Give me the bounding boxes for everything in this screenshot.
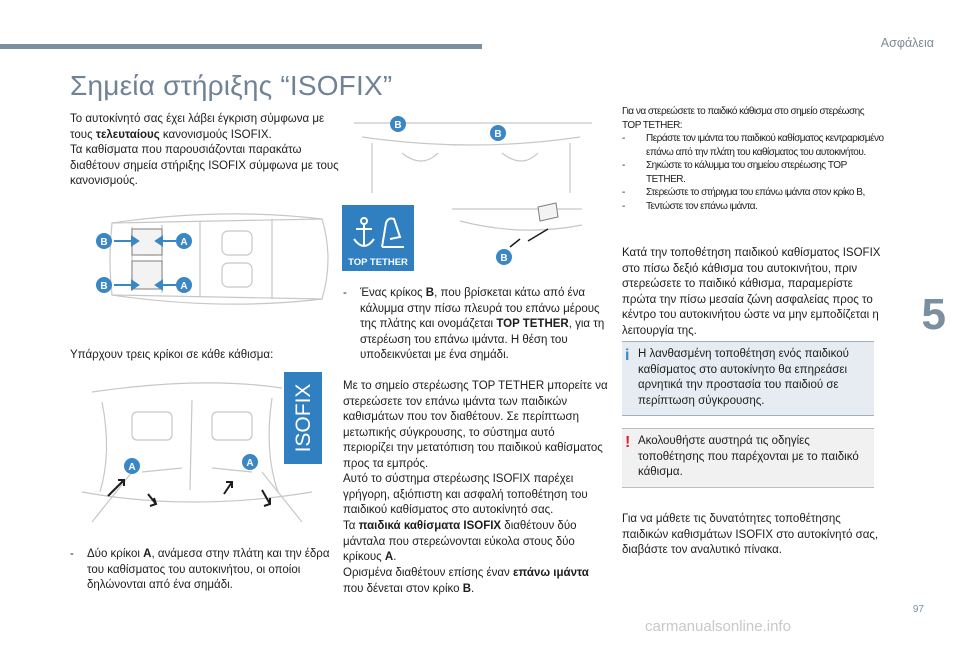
badge-a-left bbox=[124, 458, 140, 474]
see-table-paragraph: Για να μάθετε τις δυνατότητες τοποθέτησης παιδικών καθισμάτων ISOFIX στο αυτοκίνητό σας, διαβάστε τον αναλυτικό πίνακα. bbox=[622, 513, 879, 556]
upper-strap-paragraph: Ορισμένα διαθέτουν επίσης έναν επάνω ιμάντα που δένεται στον κρίκο B. bbox=[343, 567, 589, 595]
svg-text:ISOFIX: ISOFIX bbox=[292, 383, 315, 453]
isofix-seats-paragraph: Τα παιδικά καθίσματα ISOFIX διαθέτουν δύο μάνταλα που στερεώνονται εύκολα στους δύο κρίκους A. bbox=[343, 520, 577, 563]
car-top-view-figure bbox=[72, 203, 336, 315]
badge-b-lower bbox=[496, 249, 512, 265]
steps-heading: Για να στερεώσετε το παιδικό κάθισμα στο σημείο στερέωσης TOP TETHER: bbox=[622, 106, 865, 131]
step-item: - Σηκώστε το κάλυμμα του σημείου στερέωσης TOP TETHER. bbox=[622, 160, 847, 185]
info-note bbox=[622, 341, 874, 416]
svg-text:B: B bbox=[100, 237, 108, 248]
isofix-system-paragraph: Αυτό το σύστημα στερέωσης ISOFIX παρέχει γρήγορη, αξιόπιστη και ασφαλή τοποθέτηση του παιδικού καθίσματος στο αυτοκίνητό σας. bbox=[343, 473, 588, 516]
info-note-text: Η λανθασμένη τοποθέτηση ενός παιδικού καθίσματος στο αυτοκίνητο θα επηρεάσει αρνητικά την προστασία του παιδιού σε περίπτωση σύγκρουσης. bbox=[638, 348, 849, 407]
svg-text:B: B bbox=[100, 281, 108, 292]
header-rule bbox=[0, 44, 482, 49]
intro-paragraph-2: Τα καθίσματα που παρουσιάζονται παρακάτω διαθέτουν σημεία στήριξης ISOFIX σύμφωνα με τους κανονισμούς. bbox=[70, 144, 339, 187]
badge-b-right bbox=[490, 125, 506, 141]
top-tether-steps bbox=[622, 105, 884, 213]
page-title: Σημεία στήριξης “ISOFIX” bbox=[70, 70, 393, 101]
warning-icon: ! bbox=[625, 434, 631, 451]
rear-seat-highlight bbox=[132, 229, 162, 289]
svg-text:B: B bbox=[394, 120, 402, 131]
badge-b-left bbox=[390, 116, 406, 132]
badge-a-upper bbox=[176, 233, 192, 249]
rings-heading: Υπάρχουν τρεις κρίκοι σε κάθε κάθισμα: bbox=[70, 349, 274, 361]
watermark: carmanualsonline.info bbox=[645, 618, 791, 635]
svg-text:A: A bbox=[128, 462, 136, 473]
page-number: 97 bbox=[912, 604, 924, 615]
bullet-ring-b: - Ένας κρίκος B, που βρίσκεται κάτω από ένα κάλυμμα στην πίσω πλευρά του επάνω μέρους της πλάτης και ονομάζεται TOP TETHER, για τη στερέωση του επάνω ιμάντα. Η θέση του υποδεικνύεται με ένα σημάδι. bbox=[343, 287, 605, 361]
seat-outline bbox=[82, 383, 312, 522]
warning-note bbox=[622, 428, 874, 488]
svg-text:A: A bbox=[180, 281, 188, 292]
top-tether-figure bbox=[342, 113, 606, 273]
svg-text:TOP TETHER: TOP TETHER bbox=[348, 257, 408, 268]
svg-text:B: B bbox=[494, 129, 502, 140]
badge-b-lower bbox=[96, 277, 112, 293]
badge-a-lower bbox=[176, 277, 192, 293]
top-tether-tag bbox=[342, 205, 414, 271]
tether-line bbox=[510, 229, 548, 247]
svg-text:A: A bbox=[180, 237, 188, 248]
anchor-cover bbox=[538, 203, 558, 221]
svg-text:B: B bbox=[500, 253, 508, 264]
badge-b-upper bbox=[96, 233, 112, 249]
car-outline bbox=[110, 214, 328, 304]
chapter-tab: 5 bbox=[921, 290, 946, 339]
isofix-rings-figure bbox=[72, 372, 336, 532]
step-item: - Στερεώστε το στήριγμα του επάνω ιμάντα στον κρίκο B, bbox=[622, 187, 865, 198]
isofix-tag bbox=[284, 372, 322, 464]
section-name: Ασφάλεια bbox=[880, 36, 934, 50]
svg-text:A: A bbox=[246, 458, 254, 469]
warning-note-text: Ακολουθήστε αυστηρά τις οδηγίες τοποθέτησης που παρέχονται με το παιδικό κάθισμα. bbox=[638, 435, 859, 478]
step-item: - Τεντώστε τον επάνω ιμάντα. bbox=[622, 200, 758, 212]
intro-paragraph-1: Το αυτοκίνητό σας έχει λάβει έγκριση σύμφωνα με τους τελευταίους κανονισμούς ISOFIX. bbox=[70, 113, 325, 141]
badge-a-right bbox=[242, 454, 258, 470]
bullet-rings-a: - Δύο κρίκοι A, ανάμεσα στην πλάτη και την έδρα του καθίσματος του αυτοκινήτου, οι οποίοι δηλώνονται από ένα σημάδι. bbox=[70, 548, 330, 591]
info-icon: i bbox=[625, 347, 630, 364]
rear-right-seat-paragraph: Κατά την τοποθέτηση παιδικού καθίσματος ISOFIX στο πίσω δεξιό κάθισμα του αυτοκινήτου, πριν στερεώσετε το παιδικό κάθισμα, παραμερίστε πρώτα την πίσω μεσαία ζώνη ασφαλείας προς το κέντρο του αυτοκινήτου ώστε να μην εμποδίζεται η λειτουργία της. bbox=[622, 247, 881, 337]
step-item: - Περάστε τον ιμάντα του παιδικού καθίσματος κεντραρισμένο επάνω από την πλάτη του καθίσματος του αυτοκινήτου. bbox=[622, 133, 884, 158]
top-tether-paragraph: Με το σημείο στερέωσης TOP TETHER μπορείτε να στερεώσετε τον επάνω ιμάντα των παιδικών καθισμάτων που τον διαθέτουν. Σε περίπτωση μετωπικής σύγκρουσης, το σύστημα αυτό περιορίζει την μετατόπιση του παιδικού καθίσματος προς τα εμπρός. bbox=[343, 380, 608, 470]
